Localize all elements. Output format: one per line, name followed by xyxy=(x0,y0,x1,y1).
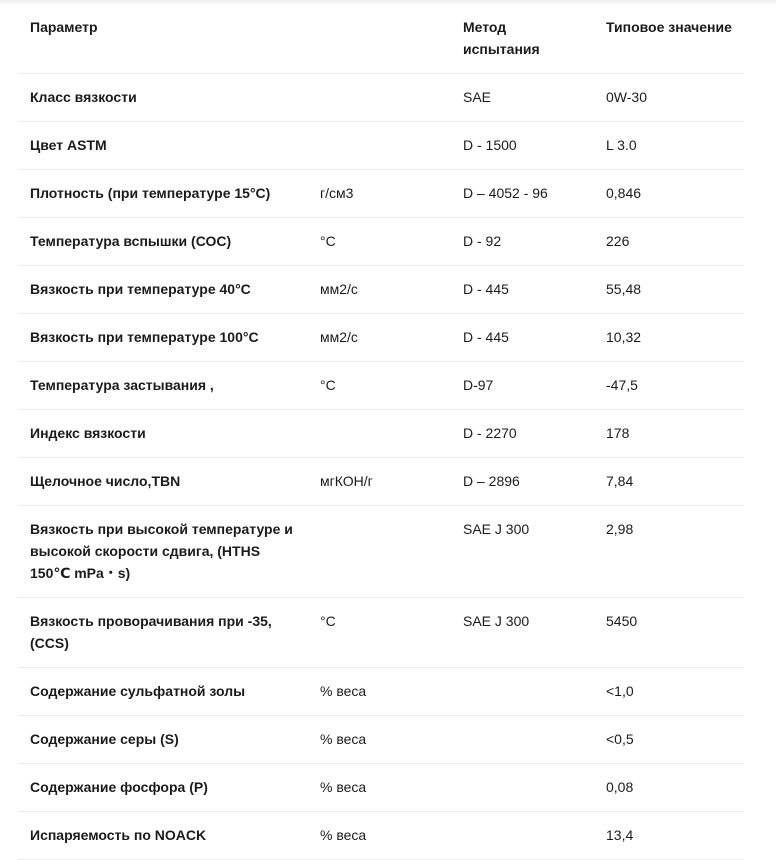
row-unit: мгКОН/г xyxy=(308,458,450,506)
row-parameter: Цвет ASTM xyxy=(18,122,308,170)
row-parameter: Вязкость при высокой температуре и высокой скорости сдвига, (HTHS 150℃ mPa・s) xyxy=(18,506,308,598)
row-parameter: Температура вспышки (СОС) xyxy=(18,218,308,266)
table-row xyxy=(18,410,744,458)
row-value: 178 xyxy=(593,410,744,458)
header-value: Типовое значение xyxy=(593,4,744,74)
row-unit: °С xyxy=(308,598,450,668)
row-parameter: Вязкость при температуре 100°С xyxy=(18,314,308,362)
row-value: <0,5 xyxy=(593,716,744,764)
row-parameter: Содержание фосфора (P) xyxy=(18,764,308,812)
row-unit xyxy=(308,410,450,458)
row-unit: % веса xyxy=(308,668,450,716)
row-unit: мм2/с xyxy=(308,314,450,362)
table-row xyxy=(18,314,744,362)
row-value: 0,08 xyxy=(593,764,744,812)
row-value: 2,98 xyxy=(593,506,744,598)
row-parameter: Температура застывания , xyxy=(18,362,308,410)
row-method: D-97 xyxy=(450,362,593,410)
row-value: 5450 xyxy=(593,598,744,668)
row-unit xyxy=(308,74,450,122)
table-row xyxy=(18,122,744,170)
row-method: D – 4052 - 96 xyxy=(450,170,593,218)
row-method: SAE xyxy=(450,74,593,122)
row-method xyxy=(450,716,593,764)
row-parameter: Плотность (при температуре 15°С) xyxy=(18,170,308,218)
row-parameter: Индекс вязкости xyxy=(18,410,308,458)
table-row xyxy=(18,218,744,266)
row-method xyxy=(450,668,593,716)
table-row xyxy=(18,458,744,506)
table-row xyxy=(18,598,744,668)
row-unit xyxy=(308,122,450,170)
row-parameter: Щелочное число,TBN xyxy=(18,458,308,506)
row-parameter: Содержание сульфатной золы xyxy=(18,668,308,716)
table-row xyxy=(18,764,744,812)
row-unit: г/см3 xyxy=(308,170,450,218)
table-row xyxy=(18,74,744,122)
header-method: Метод испытания xyxy=(450,4,593,74)
row-method: SAE J 300 xyxy=(450,506,593,598)
table-row xyxy=(18,716,744,764)
row-value: 55,48 xyxy=(593,266,744,314)
row-unit: °С xyxy=(308,362,450,410)
row-unit: % веса xyxy=(308,716,450,764)
row-unit: % веса xyxy=(308,764,450,812)
row-value: L 3.0 xyxy=(593,122,744,170)
table-row xyxy=(18,812,744,860)
row-value: 226 xyxy=(593,218,744,266)
row-parameter: Содержание серы (S) xyxy=(18,716,308,764)
row-method: D - 92 xyxy=(450,218,593,266)
row-unit xyxy=(308,506,450,598)
specs-table xyxy=(18,4,744,860)
row-unit: °С xyxy=(308,218,450,266)
header-parameter: Параметр xyxy=(18,4,308,74)
row-parameter: Вязкость проворачивания при -35, (CCS) xyxy=(18,598,308,668)
row-method xyxy=(450,812,593,860)
row-method: D - 445 xyxy=(450,314,593,362)
row-parameter: Класс вязкости xyxy=(18,74,308,122)
row-method: SAE J 300 xyxy=(450,598,593,668)
row-method: D - 1500 xyxy=(450,122,593,170)
row-parameter: Вязкость при температуре 40°С xyxy=(18,266,308,314)
header-row xyxy=(18,4,744,74)
row-unit: % веса xyxy=(308,812,450,860)
row-method: D - 2270 xyxy=(450,410,593,458)
row-method: D – 2896 xyxy=(450,458,593,506)
table-row xyxy=(18,170,744,218)
table-row xyxy=(18,506,744,598)
row-value: 0,846 xyxy=(593,170,744,218)
row-method xyxy=(450,764,593,812)
row-value: 10,32 xyxy=(593,314,744,362)
row-value: 0W-30 xyxy=(593,74,744,122)
row-value: 7,84 xyxy=(593,458,744,506)
row-value: -47,5 xyxy=(593,362,744,410)
row-unit: мм2/с xyxy=(308,266,450,314)
header-unit xyxy=(308,4,450,74)
table-row xyxy=(18,362,744,410)
row-parameter: Испаряемость по NOACK xyxy=(18,812,308,860)
row-method: D - 445 xyxy=(450,266,593,314)
table-row xyxy=(18,266,744,314)
table-row xyxy=(18,668,744,716)
row-value: 13,4 xyxy=(593,812,744,860)
row-value: <1,0 xyxy=(593,668,744,716)
